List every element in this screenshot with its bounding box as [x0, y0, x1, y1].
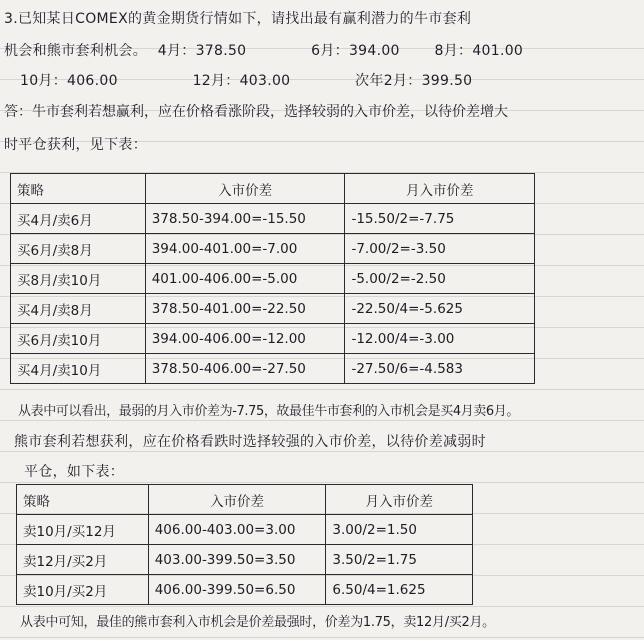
cell-entry-spread: 406.00-403.00=3.00 — [148, 515, 326, 545]
cell-strategy: 卖12月/买2月 — [17, 545, 149, 575]
bull-spread-table — [10, 173, 535, 384]
cell-strategy: 买4月/卖6月 — [11, 204, 146, 234]
question-line-1: 3.已知某日COMEX的黄金期货行情如下，请找出最有赢利潜力的牛市套利 — [4, 11, 472, 27]
cell-entry-spread: 394.00-406.00=-12.00 — [145, 324, 345, 354]
header-monthly-spread: 月入市价差 — [326, 485, 473, 515]
header-entry-spread: 入市价差 — [148, 485, 326, 515]
cell-monthly-spread: -27.50/6=-4.583 — [345, 354, 535, 384]
cell-entry-spread: 378.50-406.00=-27.50 — [145, 354, 345, 384]
middle-line-2: 熊市套利若想获利，应在价格看跌时选择较强的入市价差，以待价差减弱时 — [14, 434, 486, 450]
price-oct: 10月：406.00 — [20, 73, 118, 89]
table-row — [11, 354, 535, 384]
cell-strategy: 买6月/卖10月 — [11, 324, 146, 354]
question-line-3 — [20, 70, 472, 90]
cell-entry-spread: 401.00-406.00=-5.00 — [145, 264, 345, 294]
middle-line-3: 平仓，如下表： — [24, 464, 125, 480]
table-row — [17, 575, 473, 605]
price-feb-next: 次年2月：399.50 — [355, 73, 473, 89]
table-row — [17, 545, 473, 575]
cell-entry-spread: 378.50-401.00=-22.50 — [145, 294, 345, 324]
cell-entry-spread: 378.50-394.00=-15.50 — [145, 204, 345, 234]
cell-monthly-spread: -12.00/4=-3.00 — [345, 324, 535, 354]
price-jun: 6月：394.00 — [311, 43, 400, 59]
table-row — [11, 204, 535, 234]
cell-monthly-spread: -7.00/2=-3.50 — [345, 234, 535, 264]
answer-line-2: 时平仓获利，见下表： — [4, 137, 147, 153]
cell-strategy: 卖10月/买2月 — [17, 575, 149, 605]
cell-strategy: 买4月/卖8月 — [11, 294, 146, 324]
table-row — [11, 234, 535, 264]
question-line-2-prefix: 机会和熊市套利机会。 — [4, 43, 147, 59]
price-dec: 12月：403.00 — [192, 73, 291, 89]
table-header-row — [11, 174, 535, 204]
header-monthly-spread: 月入市价差 — [345, 174, 535, 204]
table-row — [11, 294, 535, 324]
cell-monthly-spread: 3.50/2=1.75 — [326, 545, 473, 575]
cell-monthly-spread: -15.50/2=-7.75 — [345, 204, 535, 234]
cell-strategy: 买8月/卖10月 — [11, 264, 146, 294]
bear-spread-table — [16, 484, 473, 605]
cell-entry-spread: 403.00-399.50=3.50 — [148, 545, 326, 575]
middle-line-1: 从表中可以看出，最弱的月入市价差为-7.75，故最佳牛市套利的入市机会是买4月卖6月。 — [18, 404, 519, 419]
cell-strategy: 买4月/卖10月 — [11, 354, 146, 384]
cell-monthly-spread: 3.00/2=1.50 — [326, 515, 473, 545]
cell-entry-spread: 394.00-401.00=-7.00 — [145, 234, 345, 264]
table-row — [11, 324, 535, 354]
header-strategy: 策略 — [17, 485, 149, 515]
conclusion-line: 从表中可知，最佳的熊市套利入市机会是价差最强时，价差为1.75，卖12月/买2月。 — [20, 615, 495, 630]
table-header-row — [17, 485, 473, 515]
cell-monthly-spread: 6.50/4=1.625 — [326, 575, 473, 605]
question-line-2 — [4, 40, 523, 60]
table-row — [17, 515, 473, 545]
header-strategy: 策略 — [11, 174, 146, 204]
cell-monthly-spread: -5.00/2=-2.50 — [345, 264, 535, 294]
cell-strategy: 买6月/卖8月 — [11, 234, 146, 264]
price-apr: 4月：378.50 — [157, 43, 247, 59]
price-aug: 8月：401.00 — [434, 43, 524, 59]
table-row — [11, 264, 535, 294]
cell-entry-spread: 406.00-399.50=6.50 — [148, 575, 326, 605]
cell-strategy: 卖10月/买12月 — [17, 515, 149, 545]
answer-line-1: 答：牛市套利若想赢利，应在价格看涨阶段，选择较弱的入市价差，以待价差增大 — [4, 104, 508, 120]
cell-monthly-spread: -22.50/4=-5.625 — [345, 294, 535, 324]
header-entry-spread: 入市价差 — [145, 174, 345, 204]
